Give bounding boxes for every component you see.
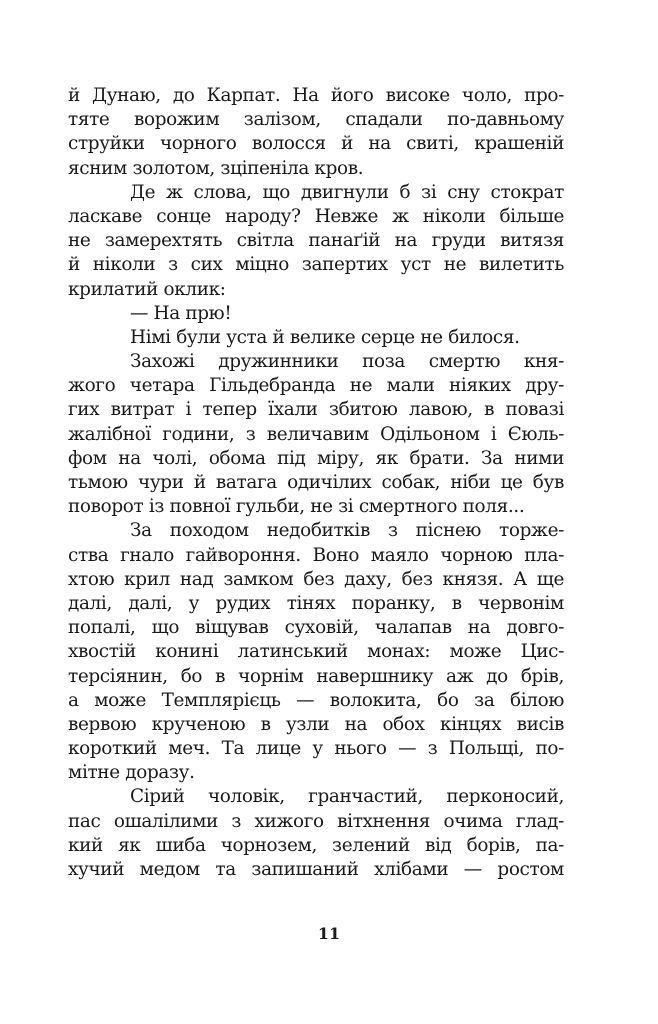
text-line: не замерехтять світла панаґій на груди витязя bbox=[68, 230, 564, 252]
text-line: й ніколи з сих міцно запертих уст не вилетить bbox=[68, 254, 564, 276]
text-line: мітне доразу. bbox=[68, 762, 195, 784]
text-line: короткий меч. Та лице у нього — з Польщі, по- bbox=[68, 738, 564, 760]
text-line: поворот із повної гульби, не зі смертного поля... bbox=[68, 496, 525, 518]
text-line: жого четара Гільдебранда не мали ніяких дру- bbox=[68, 375, 564, 397]
book-page-text bbox=[68, 84, 564, 882]
text-line: ства гнало гайвороння. Воно маяло чорною пла- bbox=[68, 544, 564, 566]
text-line: ясним золотом, зціпеніла кров. bbox=[68, 157, 364, 179]
text-line: хвостій конині латинський монах: може Цис- bbox=[68, 641, 564, 663]
text-line: терсіянин, бо в чорнім навершнику аж до брів, bbox=[68, 665, 564, 687]
text-line: кий як шиба чорнозем, зелений від борів, па- bbox=[68, 834, 564, 856]
page-number: 11 bbox=[317, 924, 341, 943]
text-line: пас ошалілими з хижого вітхнення очима глад- bbox=[68, 810, 564, 832]
text-line: хтою крил над замком без даху, без князя. А ще bbox=[68, 568, 564, 590]
text-line: жалібної години, з величавим Одільоном і Єюль- bbox=[68, 423, 564, 445]
text-line: струйки чорного волосся й на свиті, крашеній bbox=[68, 133, 564, 155]
text-line: Сірий чоловік, гранчастий, перконосий, bbox=[130, 786, 564, 808]
text-line: Де ж слова, що двигнули б зі сну стократ bbox=[130, 181, 564, 203]
text-line: далі, далі, у рудих тінях поранку, в червонім bbox=[68, 592, 564, 614]
text-line: а може Темплярієць — волокита, бо за білою bbox=[68, 689, 564, 711]
text-line: За походом недобитків з піснею торже- bbox=[130, 520, 564, 542]
text-line: крилатий оклик: bbox=[68, 278, 226, 300]
text-line: — На прю! bbox=[130, 302, 232, 324]
text-line: Захожі дружинники поза смертю кня- bbox=[130, 351, 564, 373]
text-line: Німі були уста й велике серце не билося. bbox=[130, 326, 520, 348]
text-line: хучий медом та запишаний хлібами — ростом bbox=[68, 859, 564, 880]
text-line: тьмою чури й ватага одичілих собак, ніби це був bbox=[68, 472, 564, 493]
text-line: ласкаве сонце народу? Невже ж ніколи більше bbox=[68, 205, 564, 227]
text-line: вервою крученою в узли на обох кінцях висів bbox=[68, 713, 564, 735]
text-line: попалі, що віщував суховій, чалапав на довго- bbox=[68, 617, 564, 639]
text-line: тяте ворожим залізом, спадали по-давньому bbox=[68, 109, 564, 131]
text-line: й Дунаю, до Карпат. На його високе чоло, про- bbox=[68, 85, 564, 106]
text-line: гих витрат і тепер їхали збитою лавою, в повазі bbox=[68, 399, 564, 421]
text-line: фом на чолі, обома під міру, як брати. За ними bbox=[68, 447, 564, 469]
